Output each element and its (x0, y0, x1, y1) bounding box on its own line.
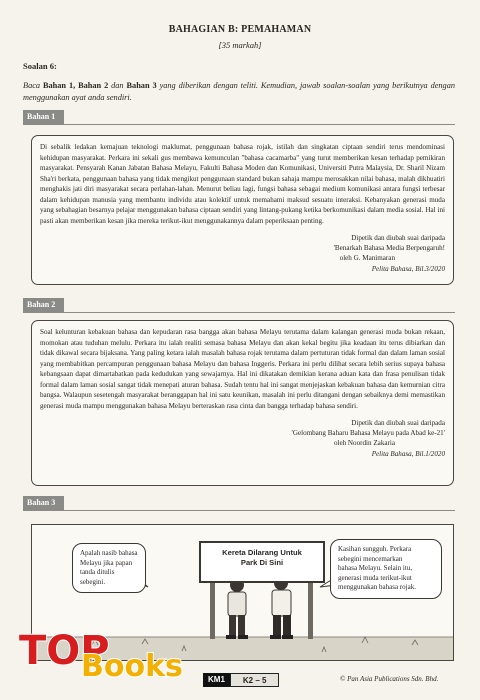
bahan2-source (40, 418, 445, 459)
bubble-line: Kasihan sungguh. Perkara (338, 545, 412, 553)
instruction-text: dan (108, 81, 127, 90)
bahan2-box (31, 320, 454, 486)
bubble-line: sebegini mencemarkan (338, 554, 403, 563)
logo-graphic (19, 626, 199, 688)
bubble-line: menggunakan bahasa rojak. (338, 583, 416, 592)
source-publication: Pelita Bahasa, Bil.3/2020 (371, 264, 445, 273)
marks-label: [35 markah] (218, 40, 262, 50)
source-publication: Pelita Bahasa, Bil.1/2020 (371, 449, 445, 458)
divider (23, 312, 455, 313)
bahan1-box (31, 135, 454, 285)
divider (23, 510, 455, 511)
logo-word-top: TOP (19, 628, 110, 674)
source-author: oleh G. Manimaran (339, 254, 395, 263)
instruction-bold: Bahan 1, Bahan 2 (42, 81, 109, 90)
question-instruction (23, 80, 455, 103)
copyright-text: © Pan Asia Publications Sdn. Bhd. (340, 675, 439, 683)
km-label: KM1 (203, 673, 230, 687)
section-title: BAHAGIAN B: PEMAHAMAN (168, 24, 312, 35)
page-number: K2 – 5 (230, 673, 280, 687)
bahan1-source (40, 233, 445, 274)
logo-word-books: Books (81, 649, 183, 684)
instruction-text: yang diberikan dengan teliti. Kemudian, jawab soalan-soalan yang berikutnya dengan menggunakan ayat anda sendiri. (23, 81, 455, 102)
boy-left (226, 578, 248, 639)
bubble-line: bahasa Melayu. Selain itu, (338, 564, 413, 573)
bahan1-paragraph: Di sebalik ledakan kemajuan teknologi maklumat, penggunaan bahasa rojak, istilah dan singkatan ciptaan sendiri terus mendominasi kehidupan masyarakat. Perkara ini sekali gus membawa kemunculan "bahasa cacamarba" yang turut memberikan kesan terhadap pemikiran masyarakat. Pensyarah Kanan Jabatan Bahasa Melayu, Fakulti Bahasa Moden dan Komunikasi, Universiti Putra Malaysia, Dr. Sharil Nizam Sha'ri berkata, penggunaan bahasa yang tidak mengikut penggunaan standard bukan sahaja mampu merosakkan nilai bahasa, malah dikhuatiri menghakis jati diri masyarakat secara perlahan-lahan. Menurut beliau lagi, fungsi bahasa sebagai medium komunikasi antara fungsi terbesar dalam kehidupan manusia yang membantu individu atau kolektif untuk memahami maksud sesuatu interaksi. Kebanyakan generasi muda yang sebahagian besarnya pelajar menggunakan bahasa ciptaan sendiri yang lintang-pukang ketika berkomunikasi dalam media sosial. Hal ini pasti akan memberikan kesan jika mereka terikut-ikut menggunakannya dalam peperiksaan penting. (40, 143, 445, 225)
bubble-line: Melayu jika papan (80, 558, 133, 567)
question-label: Soalan 6: (23, 61, 57, 71)
bubble-line: tanda ditulis sebegini. (80, 568, 115, 586)
source-author: oleh Noordin Zakaria (333, 439, 395, 448)
instruction-bold: Bahan 3 (126, 81, 157, 90)
bahan2-paragraph: Soal kelunturan kebakuan bahasa dan kepudaran rasa bangga akan bahasa Melayu terutama dalam kalangan generasi muda bukan rekaan, momokan atau tuduhan melulu. Perkara itu ialah realiti semasa bahasa Melayu dan akan kekal begitu jika keadaan itu terus dibiarkan dan tidak dikawal secara bijaksana. Yang paling ketara ialah masalah bahasa rojak terutama dalam pertuturan tidak formal dan dalam laman sosial yang membabitkan percampuran penggunaan bahasa Melayu dan bahasa Inggeris. Perkara ini perlu dilihat secara lebih serius supaya bahasa kebangsaan dapat dimartabatkan pada kedudukan yang sewajarnya. Hal ini dikatakan demikian kerana aduan kata dan frasa penulisan tidak formal dalam laman sosial sangat tidak menepati aturan bahasa. Sudah tentu hal ini sangat menjejaskan kebakuan bahasa dan kemurnian citra bangsa. Walaupun sesetengah masyarakat beranggapan hal ini satu keunikan, masalah ini perlu ditangani dengan sebaiknya demi memastikan generasi muda mampu menggunakan bahasa Melayu berteraskan rasa cinta dan bangga terhadap bahasa sendiri. (40, 328, 445, 410)
speech-bubble-right (330, 539, 442, 599)
source-line: Dipetik dan diubah suai daripada (351, 419, 445, 427)
source-title: 'Gelombang Baharu Bahasa Melayu pada Abad ke-21' (291, 429, 445, 438)
bahan2-tag: Bahan 2 (23, 298, 64, 312)
instruction-text: Baca (23, 81, 43, 90)
boy-right (270, 576, 293, 639)
page-footer-badge (203, 673, 279, 687)
source-line: Dipetik dan diubah suai daripada (351, 234, 445, 242)
bubble-line: Apalah nasib bahasa (80, 549, 138, 557)
sign-line: Kereta Dilarang Untuk (222, 548, 302, 557)
bahan1-tag: Bahan 1 (23, 110, 64, 124)
bubble-line: generasi muda terikut-ikut (338, 573, 412, 582)
source-title: 'Benarkah Bahasa Media Berpengaruh! (333, 244, 445, 253)
sign-line: Park Di Sini (240, 558, 284, 567)
divider (23, 124, 455, 125)
topbooks-logo (19, 626, 199, 688)
parking-sign (199, 541, 325, 583)
speech-bubble-left (72, 543, 146, 593)
bahan3-tag: Bahan 3 (23, 496, 64, 510)
